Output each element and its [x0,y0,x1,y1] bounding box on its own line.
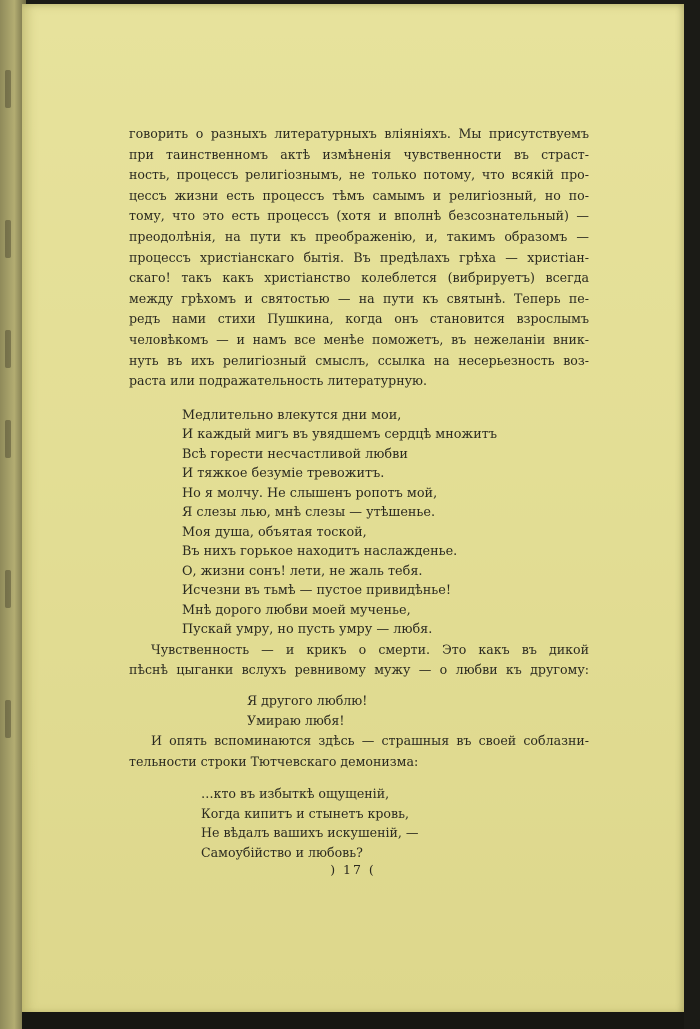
text-line: скаго! такъ какъ христiанство колеблется (вибрируетъ) всегда [129,270,589,286]
text-line: процессъ христiанскаго бытiя. Въ предѣлахъ грѣха — христiан- [129,249,589,265]
text-line: тельности строки Тютчевскаго демонизма: [129,753,419,769]
verse-line: Медлительно влекутся дни мои, [182,407,402,423]
verse-line: Умираю любя! [247,712,345,728]
text-line: между грѣхомъ и святостью — на пути къ святынѣ. Теперь пе- [129,290,589,306]
book-page [22,4,684,1014]
verse-line: Но я молчу. Не слышенъ ропотъ мой, [182,485,438,501]
verse-line: Не вѣдалъ вашихъ искушенiй, — [201,825,419,841]
text-line: человѣкомъ — и намъ все менѣе поможетъ, въ нежеланiи вник- [129,331,589,347]
paragraph-2 [129,640,589,681]
verse-line: …кто въ избыткѣ ощущенiй, [201,786,390,802]
verse-line: Всѣ горести несчастливой любви [182,446,408,462]
page-text [129,124,589,862]
verse-line: Самоубiйство и любовь? [201,844,363,860]
text-line: И опять вспоминаются здѣсь — страшныя въ своей соблазни- [151,732,589,748]
text-line: цессъ жизни есть процессъ тѣмъ самымъ и религiозный, но по- [129,187,589,203]
verse-line: Я слезы лью, мнѣ слезы — утѣшенье. [182,505,436,521]
verse-line: Я другого люблю! [247,692,368,708]
page-number: ) 17 ( [330,862,376,877]
text-line: редъ нами стихи Пушкина, когда онъ становится взрослымъ [129,311,589,327]
text-line: преодолѣнiя, на пути къ преображенiю, и, такимъ образомъ — [129,228,589,244]
verse-line: О, жизни сонъ! лети, не жаль тебя. [182,563,423,579]
bottom-shadow [22,1012,684,1029]
verse-line: Пускай умру, но пусть умру — любя. [182,622,433,638]
text-line: говорить о разныхъ литературныхъ влiянiяхъ. Мы присутствуемъ [129,126,589,141]
verse-line: Въ нихъ горькое находитъ наслажденье. [182,544,458,560]
tyutchev-verse [201,784,589,862]
verse-line: И каждый мигъ въ увядшемъ сердцѣ множитъ [182,427,497,443]
spine-marks [2,0,22,1029]
text-line: тому, что это есть процессъ (хотя и вполнѣ безсознательный) — [129,208,589,224]
text-line: пѣснѣ цыганки вслухъ ревнивому мужу — о любви къ другому: [129,662,589,678]
gypsy-song-couplet [247,691,589,731]
verse-line: Когда кипитъ и стынетъ кровь, [201,805,409,821]
verse-line: И тяжкое безумiе тревожитъ. [182,466,385,482]
pushkin-verse [182,406,589,640]
paragraph-3 [129,731,589,772]
verse-line: Моя душа, объятая тоской, [182,524,367,540]
verse-line: Исчезни въ тьмѣ — пустое привидѣнье! [182,583,451,599]
text-line: нуть въ ихъ религiозный смыслъ, ссылка на несерьезность воз- [129,352,589,368]
verse-line: Мнѣ дорого любви моей мученье, [182,602,411,618]
paragraph-1 [129,124,589,392]
text-line: Чувственность — и крикъ о смерти. Это какъ въ дикой [151,641,589,657]
text-line: при таинственномъ актѣ измѣненiя чувственности въ страст- [129,146,589,162]
text-line: ность, процессъ религiознымъ, не только потому, что всякiй про- [129,167,589,183]
text-line: раста или подражательность литературную. [129,373,428,389]
